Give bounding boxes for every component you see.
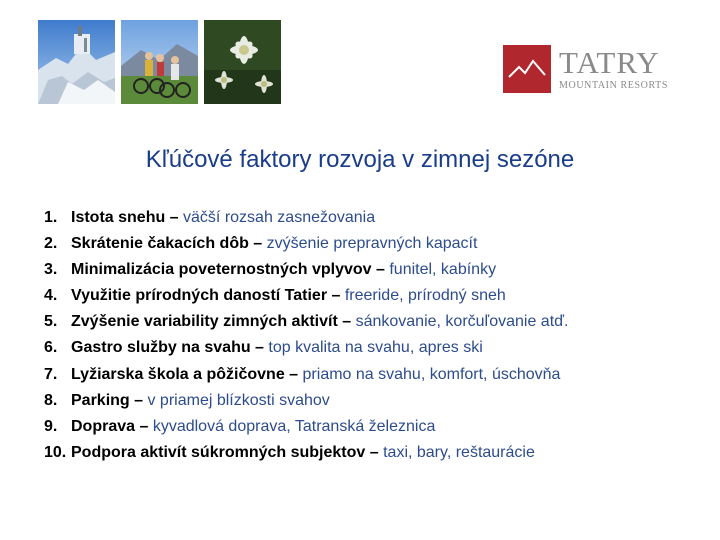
list-item: [44, 257, 568, 283]
item-detail: top kvalita na svahu, apres ski: [268, 339, 483, 357]
item-number: 3.: [44, 261, 58, 279]
item-lead: Parking: [71, 391, 130, 409]
item-number: 6.: [44, 339, 58, 357]
item-number: 8.: [44, 391, 58, 409]
item-detail: kyvadlová doprava, Tatranská železnica: [152, 417, 436, 435]
list-item: [44, 414, 568, 440]
item-detail: zvýšenie prepravných kapacít: [266, 235, 478, 253]
item-separator: –: [337, 313, 356, 331]
item-separator: –: [284, 365, 303, 383]
item-number: 2.: [44, 235, 58, 253]
edelweiss-flower-photo: [204, 20, 281, 104]
page-title: Kľúčové faktory rozvoja v zimnej sezóne: [145, 146, 575, 173]
list-item: [44, 362, 568, 388]
item-lead: Minimalizácia poveternostných vplyvov: [71, 261, 372, 279]
header-photos: [38, 20, 281, 104]
item-detail: priamo na svahu, komfort, úschovňa: [302, 365, 561, 383]
item-separator: –: [250, 339, 269, 357]
item-separator: –: [327, 287, 345, 305]
item-detail: taxi, bary, reštaurácie: [383, 443, 535, 461]
item-separator: –: [371, 261, 390, 279]
list-item: [44, 335, 568, 361]
logo-main-text: TATRY: [559, 45, 660, 80]
list-item: [44, 231, 568, 257]
item-lead: Gastro služby na svahu: [71, 339, 251, 357]
item-detail: freeride, prírodný sneh: [344, 287, 506, 305]
snowy-peak-station-photo: [38, 20, 115, 104]
item-separator: –: [129, 391, 148, 409]
item-separator: –: [365, 443, 384, 461]
item-detail: sánkovanie, korčuľovanie atď.: [355, 313, 569, 331]
logo-text: [559, 47, 668, 91]
item-lead: Istota snehu: [71, 209, 166, 226]
item-detail: v priamej blízkosti svahov: [147, 391, 330, 409]
list-item: [44, 205, 568, 231]
item-number: 9.: [44, 417, 58, 435]
item-separator: –: [135, 417, 153, 435]
item-detail: funitel, kabínky: [389, 261, 497, 279]
list-item: [44, 309, 568, 335]
item-number: 4.: [44, 287, 58, 305]
mountain-bikers-photo: [121, 20, 198, 104]
tatry-logo: [503, 45, 668, 93]
logo-sub-text: MOUNTAIN RESORTS: [559, 80, 669, 91]
item-lead: Zvýšenie variability zimných aktivít: [71, 313, 338, 331]
item-lead: Skrátenie čakacích dôb: [71, 235, 249, 253]
item-number: 7.: [44, 365, 58, 383]
item-separator: –: [165, 209, 184, 226]
item-number: 10.: [44, 443, 67, 461]
item-number: 1.: [44, 209, 58, 226]
item-detail: väčší rozsah zasnežovania: [183, 209, 376, 226]
list-item: [44, 283, 568, 309]
item-lead: Lyžiarska škola a pôžičovne: [71, 365, 285, 383]
tatry-mountain-logo-icon: [503, 45, 551, 93]
item-lead: Doprava: [71, 417, 136, 435]
key-factors-list: [44, 205, 568, 466]
item-lead: Využitie prírodných daností Tatier: [71, 287, 328, 305]
item-separator: –: [248, 235, 267, 253]
item-number: 5.: [44, 313, 58, 331]
list-item: [44, 440, 568, 466]
item-lead: Podpora aktivít súkromných subjektov: [71, 443, 366, 461]
list-item: [44, 388, 568, 414]
